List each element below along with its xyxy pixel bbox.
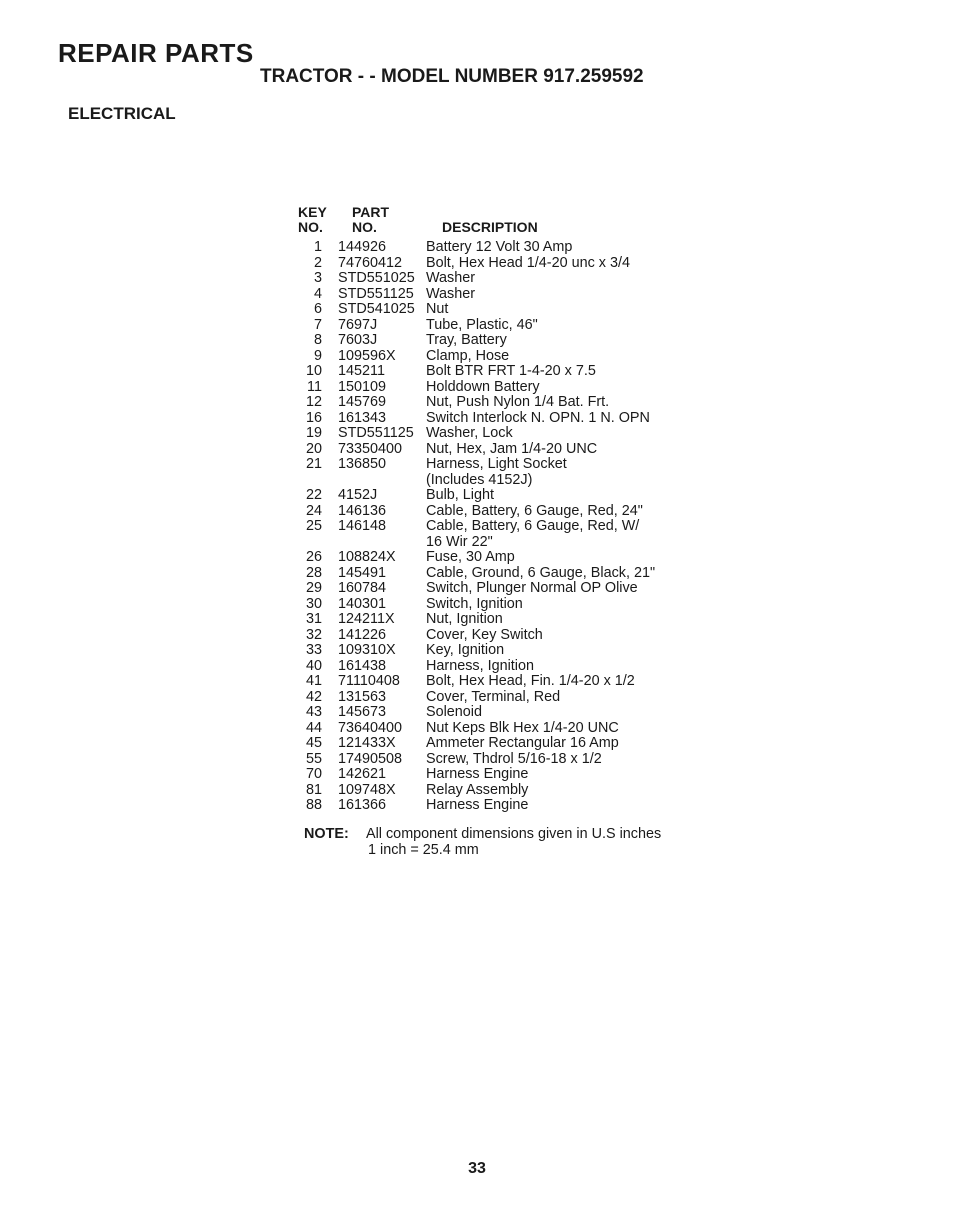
part-number: 145769 [338, 394, 387, 410]
table-row [298, 597, 718, 613]
key-number: 30 [305, 595, 322, 612]
part-number: 121433X [338, 735, 396, 751]
key-number: 11 [307, 378, 322, 395]
table-row [298, 767, 718, 783]
part-description [426, 333, 718, 349]
part-description [426, 519, 718, 550]
table-row [298, 488, 718, 504]
table-body [298, 240, 718, 814]
description-line: Switch, Ignition [426, 595, 523, 612]
description-line: Key, Ignition [426, 642, 505, 658]
part-column-header [338, 205, 442, 240]
key-number: 26 [305, 549, 322, 565]
table-row [298, 674, 718, 690]
description-line: Fuse, 30 Amp [426, 549, 515, 565]
part-description [426, 581, 718, 597]
part-description [426, 783, 718, 799]
table-row [298, 581, 718, 597]
part-description [426, 721, 718, 737]
part-number: STD551025 [338, 270, 415, 286]
part-number: 144926 [338, 239, 387, 255]
description-line: Relay Assembly [426, 781, 529, 798]
table-row [298, 364, 718, 380]
key-number: 32 [305, 626, 322, 643]
table-row [298, 504, 718, 520]
part-number: 4152J [338, 487, 378, 503]
note-text [366, 826, 661, 858]
description-line: Harness Engine [426, 797, 529, 813]
part-number: 146148 [338, 518, 387, 534]
key-number: 41 [305, 673, 322, 689]
table-row [298, 426, 718, 442]
key-number: 81 [305, 781, 322, 798]
part-number: 141226 [338, 626, 387, 643]
part-description [426, 767, 718, 783]
table-row [298, 271, 718, 287]
table-row [298, 643, 718, 659]
description-line: Nut Keps Blk Hex 1/4-20 UNC [426, 719, 619, 736]
description-column-header: DESCRIPTION [442, 219, 538, 235]
table-row [298, 798, 718, 814]
table-row [298, 736, 718, 752]
part-number: 160784 [338, 580, 387, 596]
part-description [426, 240, 718, 256]
table-row [298, 721, 718, 737]
part-description [426, 380, 718, 396]
part-description [426, 705, 718, 721]
table-row [298, 659, 718, 675]
key-number: 31 [305, 611, 322, 627]
part-description [426, 364, 718, 380]
part-number: 7697J [338, 316, 378, 333]
part-header-line2: NO. [352, 219, 377, 235]
part-description [426, 628, 718, 644]
part-description [426, 566, 718, 582]
key-number: 12 [305, 394, 322, 410]
key-number: 9 [313, 347, 322, 364]
description-line: Screw, Thdrol 5/16-18 x 1/2 [426, 750, 602, 767]
description-line: Harness, Ignition [426, 657, 534, 674]
key-number: 88 [305, 797, 322, 813]
part-number: 146136 [338, 502, 387, 519]
table-row [298, 442, 718, 458]
description-line: Battery 12 Volt 30 Amp [426, 239, 573, 255]
key-number: 43 [305, 704, 322, 720]
part-description [426, 504, 718, 520]
description-line: Washer [426, 270, 476, 286]
part-number: STD541025 [338, 301, 415, 317]
key-number: 24 [305, 502, 322, 519]
description-line: Bolt BTR FRT 1-4-20 x 7.5 [426, 363, 596, 379]
key-number: 25 [305, 518, 322, 534]
description-line: Bulb, Light [426, 487, 495, 503]
description-line: Nut, Hex, Jam 1/4-20 UNC [426, 440, 598, 457]
key-number: 40 [305, 657, 322, 674]
key-number: 10 [305, 363, 322, 379]
note-line-2: 1 inch = 25.4 mm [368, 842, 479, 858]
part-number: 136850 [338, 456, 387, 472]
key-number: 7 [313, 316, 322, 333]
part-description [426, 457, 718, 488]
key-number: 70 [305, 766, 322, 782]
key-number: 6 [313, 301, 322, 317]
part-description [426, 287, 718, 303]
part-number: STD551125 [338, 425, 414, 441]
part-description [426, 752, 718, 768]
description-line: Tube, Plastic, 46" [426, 316, 538, 333]
description-line: Solenoid [426, 704, 483, 720]
description-line: Harness Engine [426, 766, 529, 782]
key-header-line1: KEY [298, 204, 327, 220]
description-line: Cover, Key Switch [426, 626, 543, 643]
table-row [298, 752, 718, 768]
part-number: 140301 [338, 595, 387, 612]
part-number: 145211 [338, 363, 385, 379]
table-row [298, 287, 718, 303]
description-line: (Includes 4152J) [426, 471, 533, 488]
description-line: Switch Interlock N. OPN. 1 N. OPN [426, 409, 650, 426]
description-line: Nut [426, 301, 449, 317]
note [304, 826, 661, 858]
table-row [298, 240, 718, 256]
description-line: Holddown Battery [426, 378, 540, 395]
description-line: Ammeter Rectangular 16 Amp [426, 735, 619, 751]
part-number: 73350400 [338, 440, 403, 457]
part-number: 17490508 [338, 750, 403, 767]
note-label: NOTE: [304, 826, 349, 842]
key-number: 20 [305, 440, 322, 457]
part-description [426, 426, 718, 442]
table-row [298, 395, 718, 411]
part-number: 109748X [338, 781, 396, 798]
part-description [426, 411, 718, 427]
note-line-1: All component dimensions given in U.S inches [366, 826, 662, 842]
key-number: 42 [305, 688, 322, 705]
key-number: 4 [313, 285, 322, 302]
part-number: 145673 [338, 704, 387, 720]
part-description [426, 271, 718, 287]
part-number: 109310X [338, 642, 396, 658]
key-number: 1 [313, 239, 322, 255]
part-description [426, 318, 718, 334]
table-row [298, 380, 718, 396]
section-heading: ELECTRICAL [68, 104, 176, 123]
table-row [298, 302, 718, 318]
part-description [426, 349, 718, 365]
table-row [298, 705, 718, 721]
description-line: Clamp, Hose [426, 347, 510, 364]
part-description [426, 674, 718, 690]
key-number: 45 [305, 735, 322, 751]
table-row [298, 566, 718, 582]
part-description [426, 256, 718, 272]
part-description [426, 736, 718, 752]
part-number: 124211X [338, 611, 395, 627]
table-row [298, 318, 718, 334]
part-description [426, 690, 718, 706]
table-row [298, 256, 718, 272]
key-number: 33 [305, 642, 322, 658]
part-number: 73640400 [338, 719, 403, 736]
part-description [426, 488, 718, 504]
part-description [426, 395, 718, 411]
key-number: 44 [305, 719, 322, 736]
table-row [298, 457, 718, 488]
description-line: Bolt, Hex Head 1/4-20 unc x 3/4 [426, 254, 630, 271]
part-number: 71110408 [338, 673, 400, 689]
key-number: 28 [305, 564, 322, 581]
description-line: Harness, Light Socket [426, 456, 567, 472]
part-description [426, 597, 718, 613]
description-line: Washer [426, 285, 476, 302]
key-number: 29 [305, 580, 322, 596]
part-number: 145491 [338, 564, 387, 581]
part-number: 74760412 [338, 254, 403, 271]
page-title: REPAIR PARTS [58, 38, 254, 68]
part-description [426, 659, 718, 675]
key-number: 19 [305, 425, 322, 441]
description-line: Switch, Plunger Normal OP Olive [426, 580, 638, 596]
description-line: Cover, Terminal, Red [426, 688, 561, 705]
part-number: 142621 [338, 766, 387, 782]
description-line: Nut, Ignition [426, 611, 503, 627]
description-line: Cable, Battery, 6 Gauge, Red, 24" [426, 502, 643, 519]
key-number: 2 [313, 254, 322, 271]
part-description [426, 798, 718, 814]
part-number: 161438 [338, 657, 387, 674]
table-row [298, 411, 718, 427]
table-header [298, 205, 718, 240]
model-subtitle: TRACTOR - - MODEL NUMBER 917.259592 [260, 66, 644, 87]
part-description [426, 612, 718, 628]
part-number: 161343 [338, 409, 387, 426]
key-number: 55 [305, 750, 322, 767]
part-header-line1: PART [352, 204, 390, 220]
table-row [298, 550, 718, 566]
description-line: 16 Wir 22" [426, 533, 493, 550]
key-number: 16 [305, 409, 322, 426]
description-line: Cable, Ground, 6 Gauge, Black, 21" [426, 564, 656, 581]
part-number: 108824X [338, 549, 396, 565]
key-number: 22 [305, 487, 322, 503]
table-row [298, 519, 718, 550]
parts-table [298, 205, 718, 814]
description-line: Tray, Battery [426, 332, 507, 348]
description-line: Washer, Lock [426, 425, 513, 441]
table-row [298, 349, 718, 365]
key-header-line2: NO. [298, 219, 323, 235]
table-row [298, 333, 718, 349]
part-number: 109596X [338, 347, 396, 364]
key-column-header [298, 205, 338, 240]
part-description [426, 550, 718, 566]
part-number: 161366 [338, 797, 387, 813]
description-line: Cable, Battery, 6 Gauge, Red, W/ [426, 518, 640, 534]
key-number: 3 [313, 270, 322, 286]
description-line: Nut, Push Nylon 1/4 Bat. Frt. [426, 394, 610, 410]
table-row [298, 612, 718, 628]
key-number: 21 [305, 456, 322, 472]
key-number: 8 [313, 332, 322, 348]
page-number: 33 [468, 1160, 486, 1177]
description-line: Bolt, Hex Head, Fin. 1/4-20 x 1/2 [426, 673, 635, 689]
part-description [426, 302, 718, 318]
table-row [298, 783, 718, 799]
part-number: STD551125 [338, 285, 414, 302]
part-description [426, 442, 718, 458]
part-number: 131563 [338, 688, 387, 705]
table-row [298, 628, 718, 644]
part-number: 150109 [338, 378, 387, 395]
table-row [298, 690, 718, 706]
part-number: 7603J [338, 332, 378, 348]
part-description [426, 643, 718, 659]
